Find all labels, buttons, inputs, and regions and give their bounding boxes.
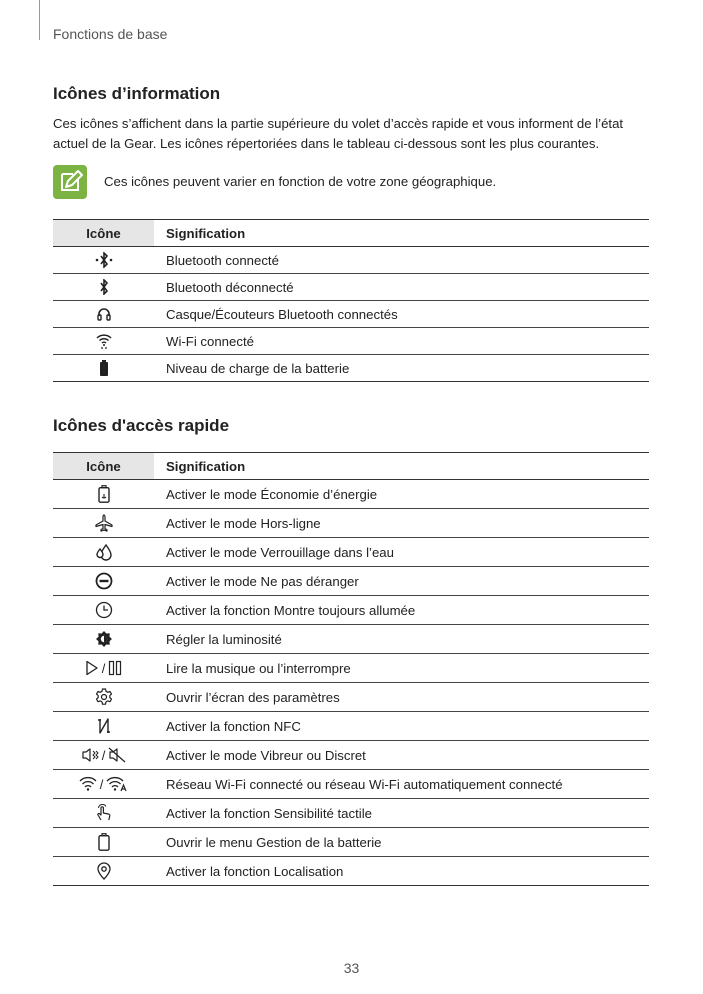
row-meaning: Activer le mode Ne pas déranger	[166, 573, 359, 589]
wifi-auto-icon	[106, 776, 128, 792]
icon-separator: /	[99, 776, 104, 792]
row-meaning: Réseau Wi-Fi connecté ou réseau Wi-Fi automatiquement connecté	[166, 776, 563, 792]
row-meaning: Bluetooth déconnecté	[166, 279, 294, 295]
col-meaning-header: Signification	[154, 453, 649, 480]
table-row	[53, 247, 649, 274]
bluetooth-connected-icon	[94, 252, 114, 268]
table-row	[53, 274, 649, 301]
row-meaning: Activer la fonction Localisation	[166, 863, 344, 879]
table-header-row	[53, 453, 649, 480]
table-row	[53, 712, 649, 741]
settings-gear-icon	[95, 688, 113, 706]
row-meaning: Ouvrir le menu Gestion de la batterie	[166, 834, 382, 850]
row-meaning: Activer la fonction Sensibilité tactile	[166, 805, 372, 821]
table-row	[53, 799, 649, 828]
header-rule	[39, 0, 40, 40]
table-row	[53, 538, 649, 567]
note-text: Ces icônes peuvent varier en fonction de votre zone géographique.	[104, 174, 497, 189]
row-meaning: Activer le mode Vibreur ou Discret	[166, 747, 366, 763]
table-row	[53, 328, 649, 355]
nfc-icon	[97, 717, 111, 735]
table-row	[53, 741, 649, 770]
pause-icon	[108, 660, 122, 676]
location-icon	[96, 862, 112, 880]
table-header-row	[53, 220, 649, 247]
table-row	[53, 625, 649, 654]
row-meaning: Activer la fonction NFC	[166, 718, 301, 734]
brightness-icon	[95, 630, 113, 648]
battery-manager-icon	[98, 833, 110, 851]
battery-level-icon	[99, 360, 109, 376]
info-icons-title: Icônes d’information	[53, 84, 221, 103]
icon-separator: /	[101, 747, 106, 763]
page-number: 33	[343, 960, 360, 976]
icon-separator: /	[101, 660, 106, 676]
mute-icon	[108, 747, 126, 763]
table-row	[53, 596, 649, 625]
row-meaning: Ouvrir l’écran des paramètres	[166, 689, 340, 705]
note-icon	[53, 165, 87, 199]
bluetooth-disconnected-icon	[97, 279, 111, 295]
table-row	[53, 857, 649, 886]
table-row	[53, 355, 649, 382]
table-row	[53, 301, 649, 328]
row-meaning: Niveau de charge de la batterie	[166, 360, 350, 376]
row-meaning: Régler la luminosité	[166, 631, 282, 647]
table-row	[53, 509, 649, 538]
row-meaning: Activer le mode Économie d’énergie	[166, 486, 378, 502]
row-meaning: Wi-Fi connecté	[166, 333, 254, 349]
section-header: Fonctions de base	[53, 26, 168, 42]
col-icon-header: Icône	[53, 453, 154, 480]
row-meaning: Activer la fonction Montre toujours allumée	[166, 602, 416, 618]
table-row	[53, 683, 649, 712]
quick-icons-title: Icônes d'accès rapide	[53, 416, 230, 435]
info-icons-table	[53, 219, 649, 382]
table-row	[53, 828, 649, 857]
vibrate-icon	[81, 747, 99, 763]
power-saving-icon	[98, 485, 110, 503]
do-not-disturb-icon	[95, 572, 113, 590]
water-lock-icon	[94, 543, 114, 561]
table-row	[53, 567, 649, 596]
quick-icons-table	[53, 452, 649, 886]
row-meaning: Lire la musique ou l’interrompre	[166, 660, 351, 676]
headset-icon	[96, 306, 112, 322]
touch-sensitivity-icon	[95, 804, 113, 822]
wifi-icon	[79, 776, 97, 792]
row-meaning: Bluetooth connecté	[166, 252, 279, 268]
row-meaning: Activer le mode Hors-ligne	[166, 515, 321, 531]
clock-icon	[95, 601, 113, 619]
info-paragraph: Ces icônes s’affichent dans la partie supérieure du volet d’accès rapide et vous informent de l’état actuel de la Gear. Les icônes répertoriées dans le tableau ci-dessous sont les plus courantes.	[53, 116, 624, 151]
table-row	[53, 654, 649, 683]
airplane-icon	[95, 514, 113, 532]
table-row	[53, 480, 649, 509]
col-icon-header: Icône	[53, 220, 154, 247]
wifi-connected-icon	[96, 332, 112, 350]
col-meaning-header: Signification	[154, 220, 649, 247]
row-meaning: Casque/Écouteurs Bluetooth connectés	[166, 306, 398, 322]
table-row	[53, 770, 649, 799]
row-meaning: Activer le mode Verrouillage dans l’eau	[166, 544, 394, 560]
play-icon	[85, 660, 99, 676]
